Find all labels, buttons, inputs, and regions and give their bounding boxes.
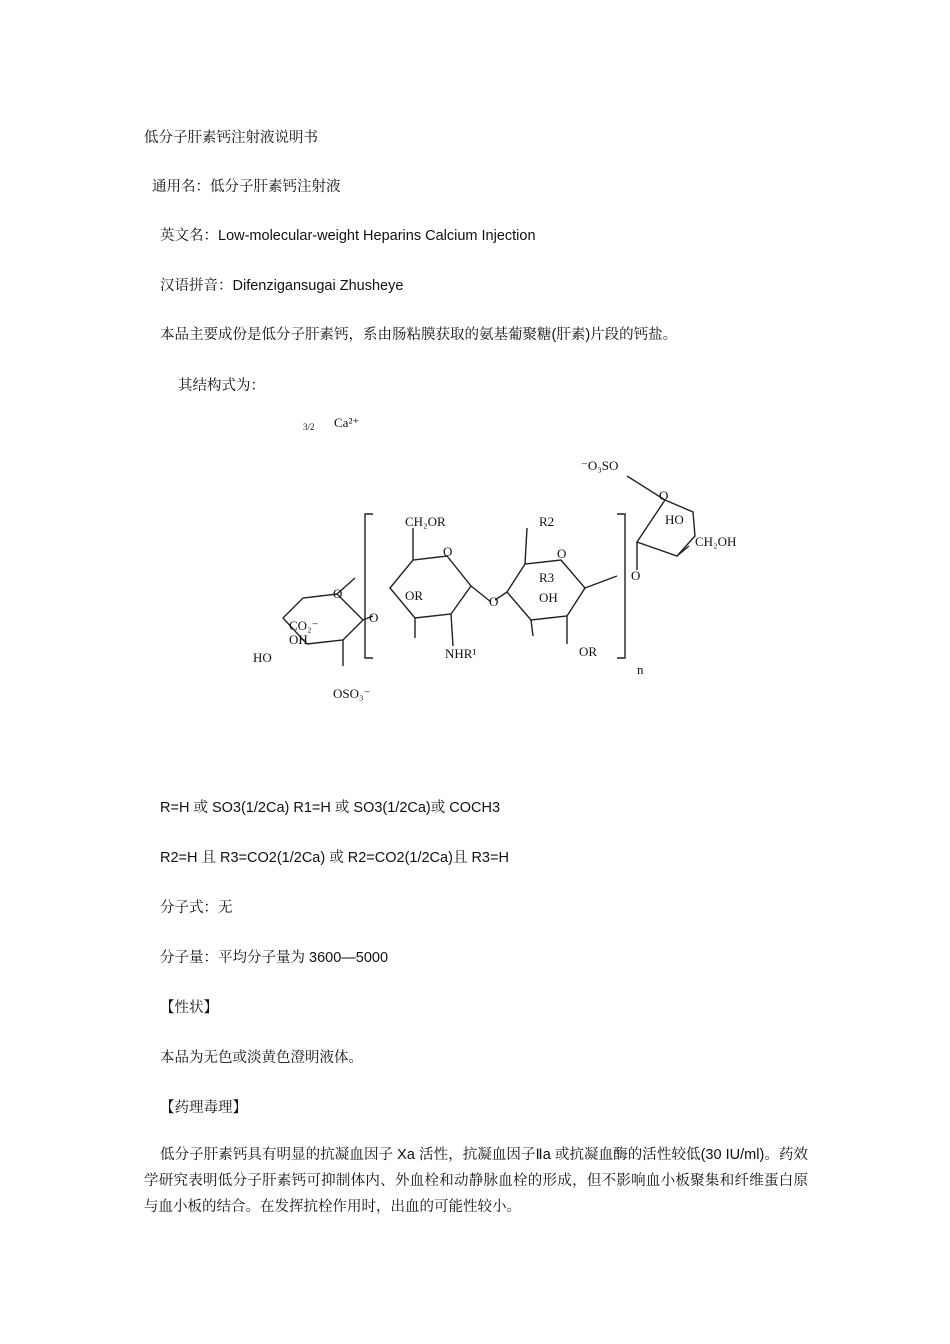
nhr1-label: NHR¹ bbox=[445, 646, 477, 661]
doc-title: 低分子肝素钙注射液说明书 bbox=[144, 130, 318, 146]
ring-oxygen-3: O bbox=[557, 546, 567, 561]
ch2or-label: CH₂OR bbox=[405, 514, 446, 529]
oh-mid-label: OH bbox=[539, 590, 558, 605]
structure-intro: 其结构式为： bbox=[178, 378, 265, 394]
or-label-1: OR bbox=[405, 588, 424, 603]
main-ingredient: 本品主要成份是低分子肝素钙，系由肠粘膜获取的氨基葡聚糖(肝素)片段的钙盐。 bbox=[160, 327, 678, 343]
calcium-coefficient: 3/2 bbox=[303, 422, 315, 432]
r3-label: R3 bbox=[539, 570, 555, 585]
calcium-ion: Ca²⁺ bbox=[334, 415, 360, 430]
ring-oxygen-4: O bbox=[659, 488, 669, 503]
molecular-formula: 分子式：无 bbox=[160, 900, 233, 916]
r-definition-1: R=H 或 SO3(1/2Ca) R1=H 或 SO3(1/2Ca)或 COCH3 bbox=[160, 800, 501, 816]
section-appearance: 【性状】 bbox=[160, 1000, 218, 1016]
ho-right-label: HO bbox=[665, 512, 684, 527]
oso3-label: OSO₃⁻ bbox=[333, 686, 371, 701]
link-oxygen-3: O bbox=[631, 568, 641, 583]
or-label-2: OR bbox=[579, 644, 598, 659]
r-definition-2: R2=H 且 R3=CO2(1/2Ca) 或 R2=CO2(1/2Ca)且 R3=H bbox=[160, 850, 509, 866]
ring-oxygen-1: O bbox=[333, 586, 343, 601]
sulfate-top-label: ⁻O₃SO bbox=[581, 458, 619, 473]
ho-left-label: HO bbox=[253, 650, 272, 665]
pinyin-name: 汉语拼音：Difenzigansugai Zhusheye bbox=[160, 278, 404, 294]
co2-label: CO₂⁻ bbox=[289, 618, 319, 633]
generic-name: 通用名：低分子肝素钙注射液 bbox=[152, 179, 341, 195]
english-name: 英文名：Low-molecular-weight Heparins Calcium Injection bbox=[160, 228, 536, 244]
ring-oxygen-2: O bbox=[443, 544, 453, 559]
pharmacology-text: 低分子肝素钙具有明显的抗凝血因子 Xa 活性，抗凝血因子Ⅱa 或抗凝血酶的活性较低(30 IU/ml)。药效学研究表明低分子肝素钙可抑制体内、外血栓和动静脉血栓的形成，但不影响血小板聚集和纤维蛋白原与血小板的结合。在发挥抗栓作用时，出血的可能性较小。 bbox=[144, 1147, 808, 1215]
ch2oh-label: CH₂OH bbox=[695, 534, 737, 549]
repeat-n-label: n bbox=[637, 662, 644, 677]
appearance-text: 本品为无色或淡黄色澄明液体。 bbox=[160, 1050, 363, 1066]
oh-left-label: OH bbox=[289, 632, 308, 647]
section-pharmacology: 【药理毒理】 bbox=[160, 1100, 247, 1116]
r2-label: R2 bbox=[539, 514, 555, 529]
link-oxygen-1: O bbox=[369, 610, 379, 625]
link-oxygen-2: O bbox=[489, 594, 499, 609]
molecular-weight: 分子量：平均分子量为 3600—5000 bbox=[160, 950, 389, 966]
structural-formula bbox=[245, 408, 765, 718]
